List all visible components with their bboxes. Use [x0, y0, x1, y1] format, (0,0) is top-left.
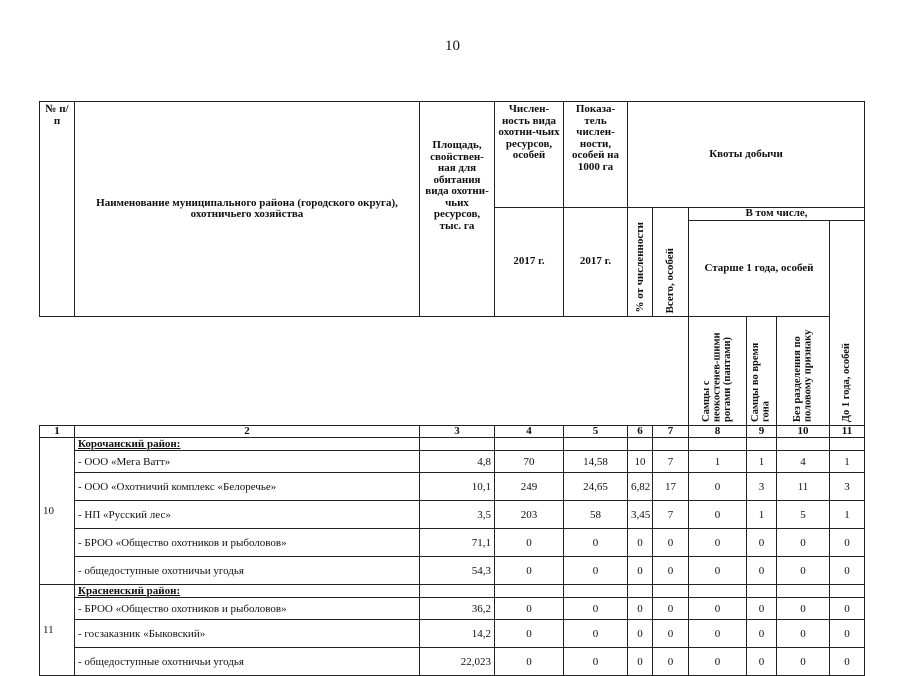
index-cell: 58: [564, 501, 628, 529]
header-year-idx: 2017 г.: [564, 208, 628, 317]
district-empty-cell: [495, 438, 564, 451]
males-cell: 0: [689, 557, 747, 585]
pct-cell: 10: [628, 451, 653, 473]
district-number: 11: [40, 585, 75, 676]
district-empty-cell: [747, 438, 777, 451]
table-row: [40, 557, 865, 585]
total-cell: 0: [653, 648, 689, 676]
table-row: [40, 501, 865, 529]
column-number-row: [40, 426, 865, 438]
total-cell: 0: [653, 598, 689, 620]
district-name: Корочанский район:: [75, 438, 420, 451]
population-cell: 0: [495, 557, 564, 585]
index-cell: 0: [564, 598, 628, 620]
males-cell: 0: [689, 648, 747, 676]
header-older: Старше 1 года, особей: [689, 221, 830, 317]
col-num-4: 4: [495, 426, 564, 438]
header-males: Самцы с неокостенев-шими рогами (пантами): [689, 317, 747, 426]
farm-name: - госзаказник «Быковский»: [75, 620, 420, 648]
district-empty-cell: [653, 438, 689, 451]
col-num-8: 8: [689, 426, 747, 438]
rut-cell: 0: [747, 598, 777, 620]
table-row: [40, 620, 865, 648]
pct-cell: 0: [628, 557, 653, 585]
header-spacer: [40, 317, 689, 426]
farm-name: - ООО «Мега Ватт»: [75, 451, 420, 473]
nosex-cell: 0: [777, 620, 830, 648]
district-empty-cell: [689, 438, 747, 451]
population-cell: 0: [495, 529, 564, 557]
header-incl: В том числе,: [689, 208, 865, 221]
total-cell: 0: [653, 557, 689, 585]
nosex-cell: 5: [777, 501, 830, 529]
district-empty-cell: [830, 585, 865, 598]
district-row: [40, 438, 865, 451]
district-empty-cell: [653, 585, 689, 598]
area-cell: 4,8: [420, 451, 495, 473]
district-empty-cell: [564, 585, 628, 598]
col-num-3: 3: [420, 426, 495, 438]
young-cell: 3: [830, 473, 865, 501]
index-cell: 14,58: [564, 451, 628, 473]
farm-name: - БРОО «Общество охотников и рыболовов»: [75, 529, 420, 557]
district-empty-cell: [830, 438, 865, 451]
table-row: [40, 598, 865, 620]
header-total: Всего, особей: [653, 208, 689, 317]
index-cell: 0: [564, 620, 628, 648]
area-cell: 3,5: [420, 501, 495, 529]
rut-cell: 0: [747, 648, 777, 676]
index-cell: 24,65: [564, 473, 628, 501]
nosex-cell: 0: [777, 557, 830, 585]
nosex-cell: 11: [777, 473, 830, 501]
young-cell: 0: [830, 557, 865, 585]
pct-cell: 0: [628, 620, 653, 648]
header-index: Показа-тель числен-ности, особей на 1000 га: [564, 102, 628, 208]
farm-name: - общедоступные охотничьи угодья: [75, 648, 420, 676]
district-empty-cell: [495, 585, 564, 598]
header-row-1: [40, 102, 865, 208]
area-cell: 22,023: [420, 648, 495, 676]
col-num-10: 10: [777, 426, 830, 438]
pct-cell: 0: [628, 648, 653, 676]
males-cell: 0: [689, 473, 747, 501]
col-num-9: 9: [747, 426, 777, 438]
total-cell: 7: [653, 501, 689, 529]
pct-cell: 0: [628, 598, 653, 620]
young-cell: 0: [830, 529, 865, 557]
males-cell: 0: [689, 501, 747, 529]
district-empty-cell: [689, 585, 747, 598]
pct-cell: 6,82: [628, 473, 653, 501]
males-cell: 0: [689, 529, 747, 557]
pct-cell: 3,45: [628, 501, 653, 529]
rut-cell: 0: [747, 620, 777, 648]
district-empty-cell: [420, 585, 495, 598]
rut-cell: 1: [747, 451, 777, 473]
header-area: Площадь, свойствен-ная для обитания вида охотни-чьих ресурсов, тыс. га: [420, 102, 495, 317]
farm-name: - НП «Русский лес»: [75, 501, 420, 529]
males-cell: 0: [689, 598, 747, 620]
area-cell: 71,1: [420, 529, 495, 557]
table-row: [40, 473, 865, 501]
area-cell: 14,2: [420, 620, 495, 648]
page-number: 10: [445, 38, 460, 54]
table-row: [40, 451, 865, 473]
young-cell: 1: [830, 501, 865, 529]
rut-cell: 0: [747, 529, 777, 557]
col-num-11: 11: [830, 426, 865, 438]
total-cell: 17: [653, 473, 689, 501]
total-cell: 0: [653, 529, 689, 557]
males-cell: 1: [689, 451, 747, 473]
nosex-cell: 0: [777, 648, 830, 676]
males-cell: 0: [689, 620, 747, 648]
rut-cell: 0: [747, 557, 777, 585]
area-cell: 54,3: [420, 557, 495, 585]
header-young: До 1 года, особей: [830, 221, 865, 426]
population-cell: 0: [495, 620, 564, 648]
index-cell: 0: [564, 557, 628, 585]
quota-table: [39, 101, 865, 676]
young-cell: 1: [830, 451, 865, 473]
district-empty-cell: [628, 438, 653, 451]
header-num: № п/п: [40, 102, 75, 317]
population-cell: 0: [495, 648, 564, 676]
district-row: [40, 585, 865, 598]
district-empty-cell: [777, 438, 830, 451]
farm-name: - общедоступные охотничьи угодья: [75, 557, 420, 585]
rut-cell: 1: [747, 501, 777, 529]
district-number: 10: [40, 438, 75, 585]
nosex-cell: 4: [777, 451, 830, 473]
col-num-6: 6: [628, 426, 653, 438]
population-cell: 70: [495, 451, 564, 473]
pct-cell: 0: [628, 529, 653, 557]
col-num-5: 5: [564, 426, 628, 438]
young-cell: 0: [830, 620, 865, 648]
header-nosex: Без разделения по половому признаку: [777, 317, 830, 426]
header-quotas: Квоты добычи: [628, 102, 865, 208]
col-num-2: 2: [75, 426, 420, 438]
col-num-1: 1: [40, 426, 75, 438]
area-cell: 36,2: [420, 598, 495, 620]
header-year-pop: 2017 г.: [495, 208, 564, 317]
population-cell: 249: [495, 473, 564, 501]
young-cell: 0: [830, 648, 865, 676]
col-num-7: 7: [653, 426, 689, 438]
header-rut: Самцы во время гона: [747, 317, 777, 426]
header-pct: % от численности: [628, 208, 653, 317]
header-row-4: [40, 317, 865, 426]
farm-name: - БРОО «Общество охотников и рыболовов»: [75, 598, 420, 620]
population-cell: 0: [495, 598, 564, 620]
rut-cell: 3: [747, 473, 777, 501]
total-cell: 7: [653, 451, 689, 473]
population-cell: 203: [495, 501, 564, 529]
young-cell: 0: [830, 598, 865, 620]
district-empty-cell: [628, 585, 653, 598]
table-row: [40, 648, 865, 676]
area-cell: 10,1: [420, 473, 495, 501]
district-empty-cell: [420, 438, 495, 451]
farm-name: - ООО «Охотничий комплекс «Белоречье»: [75, 473, 420, 501]
district-name: Красненский район:: [75, 585, 420, 598]
nosex-cell: 0: [777, 529, 830, 557]
index-cell: 0: [564, 648, 628, 676]
district-empty-cell: [777, 585, 830, 598]
index-cell: 0: [564, 529, 628, 557]
header-name: Наименование муниципального района (городского округа), охотничьего хозяйства: [75, 102, 420, 317]
table-row: [40, 529, 865, 557]
district-empty-cell: [564, 438, 628, 451]
district-empty-cell: [747, 585, 777, 598]
header-population: Числен-ность вида охотни-чьих ресурсов, особей: [495, 102, 564, 208]
nosex-cell: 0: [777, 598, 830, 620]
total-cell: 0: [653, 620, 689, 648]
